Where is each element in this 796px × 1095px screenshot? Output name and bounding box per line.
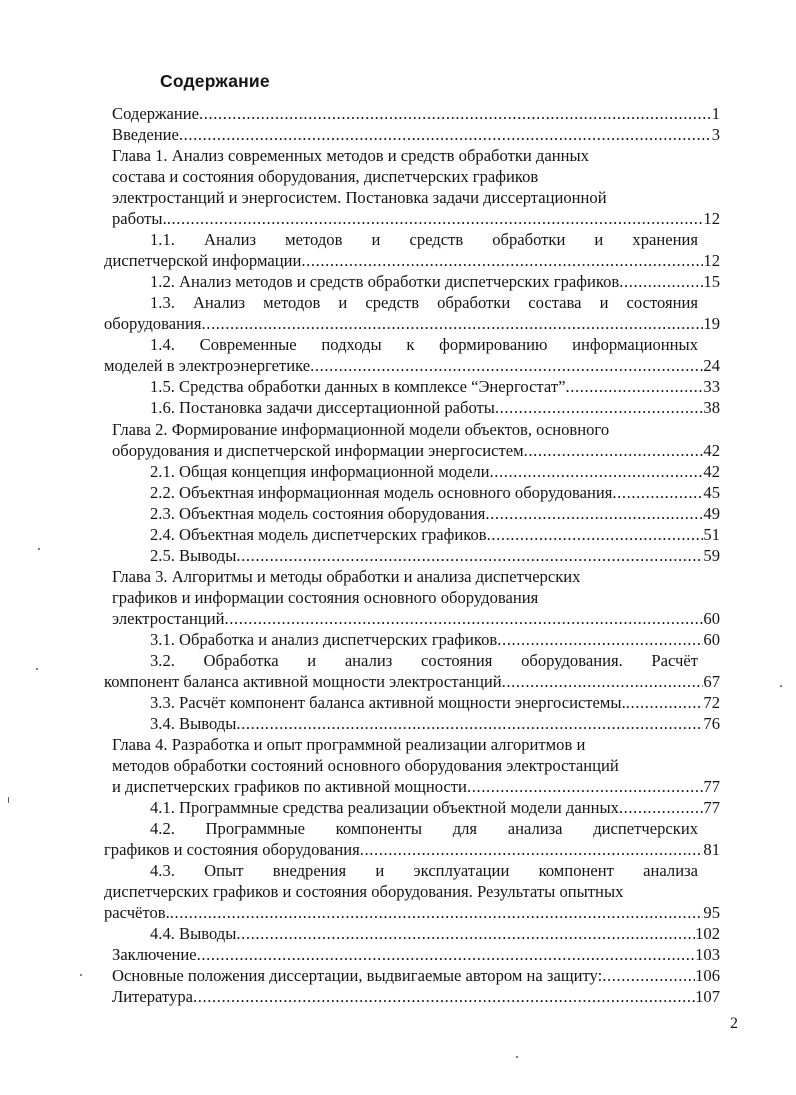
toc-chapter-3-line-1[interactable]: Глава 3. Алгоритмы и методы обработки и анализа диспетчерских: [112, 567, 581, 586]
dot-leader: [524, 441, 704, 461]
dot-leader: [565, 377, 703, 397]
dot-leader: [224, 609, 703, 629]
dot-leader: [626, 693, 704, 713]
dot-leader: [467, 777, 703, 797]
dot-leader: [360, 840, 704, 860]
toc-chapter-3-line-3[interactable]: электростанций ..... 60: [112, 609, 720, 629]
toc-section-2-3[interactable]: 2.3. Объектная модель состояния оборудования ..... 49: [150, 504, 720, 524]
toc-chapter-1-line-2[interactable]: состава и состояния оборудования, диспетчерских графиков: [112, 167, 539, 186]
toc-entry-contents[interactable]: Содержание ..... 1: [112, 104, 720, 124]
toc-entry-main-provisions[interactable]: Основные положения диссертации, выдвигаемые автором на защиту: ..... 106: [112, 966, 720, 986]
dot-leader: [602, 966, 695, 986]
dot-leader: [197, 945, 695, 965]
dot-leader: [619, 272, 703, 292]
dot-leader: [485, 504, 703, 524]
dot-leader: [490, 462, 704, 482]
dot-leader: [495, 398, 703, 418]
toc-section-2-2[interactable]: 2.2. Объектная информационная модель основного оборудования ..... 45: [150, 483, 720, 503]
dot-leader: [170, 903, 704, 923]
toc-section-2-4[interactable]: 2.4. Объектная модель диспетчерских графиков ..... 51: [150, 525, 720, 545]
toc-section-1-2[interactable]: 1.2. Анализ методов и средств обработки диспетчерских графиков ..... 15: [150, 272, 720, 292]
dot-leader: [236, 714, 703, 734]
dot-leader: [497, 630, 703, 650]
scan-speck: [36, 668, 38, 670]
toc-section-4-3-line-1[interactable]: 4.3. Опыт внедрения и эксплуатации компонент анализа: [150, 861, 698, 880]
dot-leader: [236, 546, 703, 566]
toc-section-1-1-line-2[interactable]: диспетчерской информации ..... 12: [104, 251, 720, 271]
toc-chapter-4-line-3[interactable]: и диспетчерских графиков по активной мощности ..... 77: [112, 777, 720, 797]
toc-section-1-3-line-1[interactable]: 1.3. Анализ методов и средств обработки состава и состояния: [150, 293, 698, 312]
dot-leader: [310, 356, 703, 376]
dot-leader: [201, 314, 703, 334]
toc-section-3-1[interactable]: 3.1. Обработка и анализ диспетчерских графиков ..... 60: [150, 630, 720, 650]
dot-leader: [199, 104, 712, 124]
scan-speck: [80, 974, 82, 976]
page-number: 2: [730, 1015, 738, 1032]
toc-heading: Содержание: [160, 71, 270, 91]
scan-speck: [516, 1056, 518, 1058]
toc-entry-introduction[interactable]: Введение ..... 3: [112, 125, 720, 145]
dot-leader: [487, 525, 704, 545]
toc-section-1-6[interactable]: 1.6. Постановка задачи диссертационной работы ..... 38: [150, 398, 720, 418]
dot-leader: [502, 672, 704, 692]
scan-speck: [38, 548, 40, 550]
dot-leader: [236, 924, 695, 944]
scan-speck: [780, 685, 782, 687]
dot-leader: [301, 251, 703, 271]
toc-section-1-4-line-1[interactable]: 1.4. Современные подходы к формированию информационных: [150, 335, 698, 354]
toc-section-4-2-line-1[interactable]: 4.2. Программные компоненты для анализа диспетчерских: [150, 819, 698, 838]
toc-section-4-3-line-2[interactable]: диспетчерских графиков и состояния оборудования. Результаты опытных: [104, 882, 624, 901]
toc-section-3-4[interactable]: 3.4. Выводы ..... 76: [150, 714, 720, 734]
toc-section-1-3-line-2[interactable]: оборудования ..... 19: [104, 314, 720, 334]
toc-entry-literature[interactable]: Литература ..... 107: [112, 987, 720, 1007]
toc-section-4-4[interactable]: 4.4. Выводы ..... 102: [150, 924, 720, 944]
dot-leader: [619, 798, 704, 818]
toc-section-4-1[interactable]: 4.1. Программные средства реализации объектной модели данных ..... 77: [150, 798, 720, 818]
toc-section-3-2-line-2[interactable]: компонент баланса активной мощности электростанций ..... 67: [104, 672, 720, 692]
toc-section-2-5[interactable]: 2.5. Выводы ..... 59: [150, 546, 720, 566]
toc-chapter-2-line-1[interactable]: Глава 2. Формирование информационной модели объектов, основного: [112, 420, 610, 439]
toc-chapter-1-line-1[interactable]: Глава 1. Анализ современных методов и средств обработки данных: [112, 146, 589, 165]
toc-chapter-1-line-4[interactable]: работы. ..... 12: [112, 209, 720, 229]
toc-section-3-2-line-1[interactable]: 3.2. Обработка и анализ состояния оборудования. Расчёт: [150, 651, 698, 670]
toc-section-1-4-line-2[interactable]: моделей в электроэнергетике ..... 24: [104, 356, 720, 376]
toc-chapter-2-line-2[interactable]: оборудования и диспетчерской информации энергосистем ..... 42: [112, 441, 720, 461]
toc-section-4-2-line-2[interactable]: графиков и состояния оборудования ..... 81: [104, 840, 720, 860]
toc-section-2-1[interactable]: 2.1. Общая концепция информационной модели ..... 42: [150, 462, 720, 482]
toc-chapter-3-line-2[interactable]: графиков и информации состояния основного оборудования: [112, 588, 539, 607]
toc-section-4-3-line-3[interactable]: расчётов. ..... 95: [104, 903, 720, 923]
toc-section-1-5[interactable]: 1.5. Средства обработки данных в комплексе “Энергостат” ..... 33: [150, 377, 720, 397]
dot-leader: [193, 987, 695, 1007]
toc-section-3-3[interactable]: 3.3. Расчёт компонент баланса активной мощности энергосистемы. ..... 72: [150, 693, 720, 713]
toc-chapter-4-line-2[interactable]: методов обработки состояний основного оборудования электростанций: [112, 756, 619, 775]
toc-chapter-4-line-1[interactable]: Глава 4. Разработка и опыт программной реализации алгоритмов и: [112, 735, 586, 754]
dot-leader: [179, 125, 712, 145]
toc-chapter-1-line-3[interactable]: электростанций и энергосистем. Постановка задачи диссертационной: [112, 188, 607, 207]
toc-section-1-1-line-1[interactable]: 1.1. Анализ методов и средств обработки и хранения: [150, 230, 698, 249]
dot-leader: [612, 483, 703, 503]
scan-speck: [8, 797, 9, 803]
dot-leader: [167, 209, 704, 229]
toc-entry-conclusion[interactable]: Заключение ..... 103: [112, 945, 720, 965]
